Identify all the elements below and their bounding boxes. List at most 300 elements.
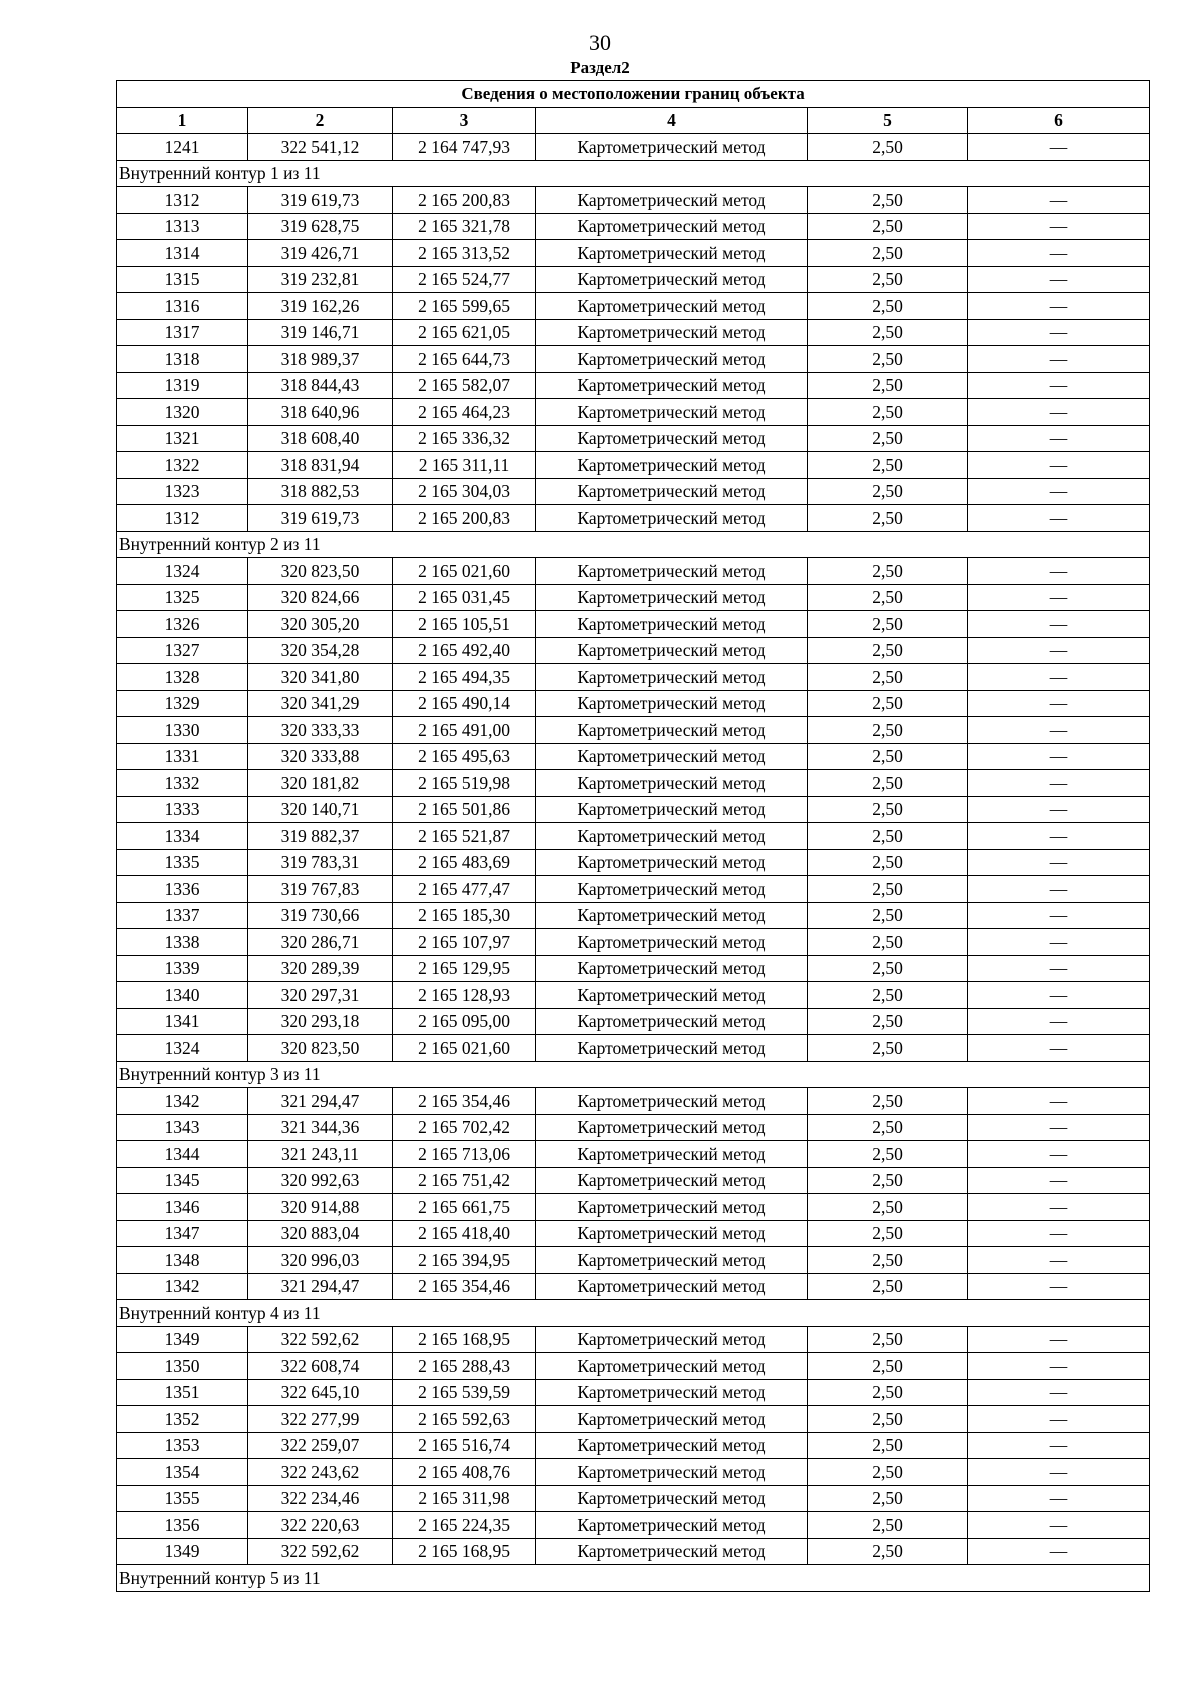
accuracy-cell: 2,50: [808, 611, 968, 638]
y-coordinate-cell: 2 165 311,11: [393, 452, 536, 479]
accuracy-cell: 2,50: [808, 452, 968, 479]
contour-header-row: [117, 531, 1150, 558]
column-header-2: 2: [248, 107, 393, 134]
x-coordinate-cell: 320 297,31: [248, 982, 393, 1009]
method-cell: Картометрический метод: [536, 1406, 808, 1433]
accuracy-cell: 2,50: [808, 134, 968, 161]
method-cell: Картометрический метод: [536, 1432, 808, 1459]
column-header-4: 4: [536, 107, 808, 134]
description-cell: —: [968, 1406, 1150, 1433]
method-cell: Картометрический метод: [536, 1538, 808, 1565]
y-coordinate-cell: 2 165 168,95: [393, 1538, 536, 1565]
x-coordinate-cell: 318 989,37: [248, 346, 393, 373]
y-coordinate-cell: 2 165 599,65: [393, 293, 536, 320]
method-cell: Картометрический метод: [536, 690, 808, 717]
x-coordinate-cell: 322 592,62: [248, 1538, 393, 1565]
description-cell: —: [968, 399, 1150, 426]
y-coordinate-cell: 2 165 031,45: [393, 584, 536, 611]
table-row: [117, 346, 1150, 373]
accuracy-cell: 2,50: [808, 982, 968, 1009]
description-cell: —: [968, 452, 1150, 479]
method-cell: Картометрический метод: [536, 849, 808, 876]
accuracy-cell: 2,50: [808, 770, 968, 797]
point-number-cell: 1316: [117, 293, 248, 320]
accuracy-cell: 2,50: [808, 1512, 968, 1539]
description-cell: —: [968, 611, 1150, 638]
y-coordinate-cell: 2 165 702,42: [393, 1114, 536, 1141]
method-cell: Картометрический метод: [536, 717, 808, 744]
table-row: [117, 1035, 1150, 1062]
point-number-cell: 1353: [117, 1432, 248, 1459]
y-coordinate-cell: 2 165 521,87: [393, 823, 536, 850]
contour-label: Внутренний контур 1 из 11: [117, 160, 1150, 187]
table-row: [117, 849, 1150, 876]
column-header-1: 1: [117, 107, 248, 134]
accuracy-cell: 2,50: [808, 558, 968, 585]
y-coordinate-cell: 2 165 492,40: [393, 637, 536, 664]
description-cell: —: [968, 929, 1150, 956]
method-cell: Картометрический метод: [536, 319, 808, 346]
point-number-cell: 1325: [117, 584, 248, 611]
accuracy-cell: 2,50: [808, 1220, 968, 1247]
section-title: Раздел2: [570, 58, 630, 77]
description-cell: —: [968, 637, 1150, 664]
table-row: [117, 584, 1150, 611]
accuracy-cell: 2,50: [808, 929, 968, 956]
method-cell: Картометрический метод: [536, 770, 808, 797]
point-number-cell: 1349: [117, 1538, 248, 1565]
y-coordinate-cell: 2 165 477,47: [393, 876, 536, 903]
method-cell: Картометрический метод: [536, 1247, 808, 1274]
method-cell: Картометрический метод: [536, 1485, 808, 1512]
accuracy-cell: 2,50: [808, 1167, 968, 1194]
table-row: [117, 1141, 1150, 1168]
method-cell: Картометрический метод: [536, 902, 808, 929]
method-cell: Картометрический метод: [536, 929, 808, 956]
y-coordinate-cell: 2 165 621,05: [393, 319, 536, 346]
point-number-cell: 1336: [117, 876, 248, 903]
table-row: [117, 1406, 1150, 1433]
x-coordinate-cell: 319 628,75: [248, 213, 393, 240]
table-row: [117, 1008, 1150, 1035]
description-cell: —: [968, 955, 1150, 982]
x-coordinate-cell: 320 333,33: [248, 717, 393, 744]
x-coordinate-cell: 320 823,50: [248, 558, 393, 585]
method-cell: Картометрический метод: [536, 1512, 808, 1539]
table-row: [117, 240, 1150, 267]
point-number-cell: 1344: [117, 1141, 248, 1168]
accuracy-cell: 2,50: [808, 902, 968, 929]
table-row: [117, 1247, 1150, 1274]
point-number-cell: 1342: [117, 1273, 248, 1300]
accuracy-cell: 2,50: [808, 1273, 968, 1300]
method-cell: Картометрический метод: [536, 876, 808, 903]
table-row: [117, 452, 1150, 479]
y-coordinate-cell: 2 165 304,03: [393, 478, 536, 505]
method-cell: Картометрический метод: [536, 1167, 808, 1194]
y-coordinate-cell: 2 165 491,00: [393, 717, 536, 744]
table-row: [117, 796, 1150, 823]
table-row: [117, 902, 1150, 929]
x-coordinate-cell: 322 541,12: [248, 134, 393, 161]
column-number-row: [117, 107, 1150, 134]
accuracy-cell: 2,50: [808, 1088, 968, 1115]
method-cell: Картометрический метод: [536, 293, 808, 320]
accuracy-cell: 2,50: [808, 1035, 968, 1062]
description-cell: —: [968, 240, 1150, 267]
page-number: 30: [589, 30, 611, 55]
table-row: [117, 558, 1150, 585]
accuracy-cell: 2,50: [808, 1141, 968, 1168]
x-coordinate-cell: 320 140,71: [248, 796, 393, 823]
table-row: [117, 1538, 1150, 1565]
table-row: [117, 505, 1150, 532]
x-coordinate-cell: 320 333,88: [248, 743, 393, 770]
x-coordinate-cell: 322 608,74: [248, 1353, 393, 1380]
x-coordinate-cell: 320 996,03: [248, 1247, 393, 1274]
accuracy-cell: 2,50: [808, 823, 968, 850]
point-number-cell: 1241: [117, 134, 248, 161]
method-cell: Картометрический метод: [536, 1379, 808, 1406]
table-row: [117, 1194, 1150, 1221]
y-coordinate-cell: 2 165 107,97: [393, 929, 536, 956]
method-cell: Картометрический метод: [536, 584, 808, 611]
description-cell: —: [968, 584, 1150, 611]
y-coordinate-cell: 2 165 490,14: [393, 690, 536, 717]
y-coordinate-cell: 2 165 021,60: [393, 558, 536, 585]
method-cell: Картометрический метод: [536, 240, 808, 267]
y-coordinate-cell: 2 165 713,06: [393, 1141, 536, 1168]
accuracy-cell: 2,50: [808, 1114, 968, 1141]
method-cell: Картометрический метод: [536, 1194, 808, 1221]
point-number-cell: 1333: [117, 796, 248, 823]
accuracy-cell: 2,50: [808, 690, 968, 717]
description-cell: —: [968, 1008, 1150, 1035]
accuracy-cell: 2,50: [808, 849, 968, 876]
description-cell: —: [968, 664, 1150, 691]
description-cell: —: [968, 372, 1150, 399]
accuracy-cell: 2,50: [808, 1406, 968, 1433]
x-coordinate-cell: 319 232,81: [248, 266, 393, 293]
point-number-cell: 1350: [117, 1353, 248, 1380]
y-coordinate-cell: 2 165 095,00: [393, 1008, 536, 1035]
method-cell: Картометрический метод: [536, 213, 808, 240]
x-coordinate-cell: 319 783,31: [248, 849, 393, 876]
x-coordinate-cell: 318 844,43: [248, 372, 393, 399]
table-row: [117, 399, 1150, 426]
method-cell: Картометрический метод: [536, 399, 808, 426]
y-coordinate-cell: 2 165 539,59: [393, 1379, 536, 1406]
method-cell: Картометрический метод: [536, 1220, 808, 1247]
y-coordinate-cell: 2 165 751,42: [393, 1167, 536, 1194]
table-row: [117, 1114, 1150, 1141]
point-number-cell: 1321: [117, 425, 248, 452]
column-header-3: 3: [393, 107, 536, 134]
table-row: [117, 1167, 1150, 1194]
y-coordinate-cell: 2 164 747,93: [393, 134, 536, 161]
description-cell: —: [968, 134, 1150, 161]
x-coordinate-cell: 320 289,39: [248, 955, 393, 982]
point-number-cell: 1356: [117, 1512, 248, 1539]
point-number-cell: 1343: [117, 1114, 248, 1141]
description-cell: —: [968, 213, 1150, 240]
method-cell: Картометрический метод: [536, 955, 808, 982]
table-caption: Сведения о местоположении границ объекта: [117, 81, 1150, 108]
y-coordinate-cell: 2 165 128,93: [393, 982, 536, 1009]
boundary-coordinates-table: [116, 80, 1150, 1592]
accuracy-cell: 2,50: [808, 1194, 968, 1221]
method-cell: Картометрический метод: [536, 1326, 808, 1353]
description-cell: —: [968, 743, 1150, 770]
y-coordinate-cell: 2 165 021,60: [393, 1035, 536, 1062]
contour-label: Внутренний контур 2 из 11: [117, 531, 1150, 558]
description-cell: —: [968, 796, 1150, 823]
point-number-cell: 1334: [117, 823, 248, 850]
accuracy-cell: 2,50: [808, 637, 968, 664]
accuracy-cell: 2,50: [808, 1247, 968, 1274]
y-coordinate-cell: 2 165 200,83: [393, 505, 536, 532]
accuracy-cell: 2,50: [808, 664, 968, 691]
accuracy-cell: 2,50: [808, 717, 968, 744]
method-cell: Картометрический метод: [536, 372, 808, 399]
method-cell: Картометрический метод: [536, 505, 808, 532]
table-row: [117, 372, 1150, 399]
table-row: [117, 1273, 1150, 1300]
x-coordinate-cell: 319 162,26: [248, 293, 393, 320]
y-coordinate-cell: 2 165 495,63: [393, 743, 536, 770]
description-cell: —: [968, 690, 1150, 717]
method-cell: Картометрический метод: [536, 1114, 808, 1141]
y-coordinate-cell: 2 165 354,46: [393, 1088, 536, 1115]
description-cell: —: [968, 1194, 1150, 1221]
y-coordinate-cell: 2 165 311,98: [393, 1485, 536, 1512]
point-number-cell: 1313: [117, 213, 248, 240]
point-number-cell: 1323: [117, 478, 248, 505]
method-cell: Картометрический метод: [536, 478, 808, 505]
x-coordinate-cell: 320 181,82: [248, 770, 393, 797]
y-coordinate-cell: 2 165 524,77: [393, 266, 536, 293]
description-cell: —: [968, 1353, 1150, 1380]
method-cell: Картометрический метод: [536, 982, 808, 1009]
table-row: [117, 1088, 1150, 1115]
x-coordinate-cell: 322 645,10: [248, 1379, 393, 1406]
table-row: [117, 955, 1150, 982]
table-row: [117, 425, 1150, 452]
accuracy-cell: 2,50: [808, 743, 968, 770]
accuracy-cell: 2,50: [808, 293, 968, 320]
x-coordinate-cell: 318 608,40: [248, 425, 393, 452]
method-cell: Картометрический метод: [536, 452, 808, 479]
table-row: [117, 1512, 1150, 1539]
description-cell: —: [968, 849, 1150, 876]
x-coordinate-cell: 320 341,80: [248, 664, 393, 691]
description-cell: —: [968, 319, 1150, 346]
accuracy-cell: 2,50: [808, 399, 968, 426]
accuracy-cell: 2,50: [808, 1538, 968, 1565]
accuracy-cell: 2,50: [808, 372, 968, 399]
method-cell: Картометрический метод: [536, 346, 808, 373]
x-coordinate-cell: 321 294,47: [248, 1088, 393, 1115]
y-coordinate-cell: 2 165 661,75: [393, 1194, 536, 1221]
y-coordinate-cell: 2 165 129,95: [393, 955, 536, 982]
x-coordinate-cell: 322 220,63: [248, 1512, 393, 1539]
description-cell: —: [968, 1432, 1150, 1459]
point-number-cell: 1319: [117, 372, 248, 399]
description-cell: —: [968, 1141, 1150, 1168]
accuracy-cell: 2,50: [808, 1008, 968, 1035]
y-coordinate-cell: 2 165 200,83: [393, 187, 536, 214]
table-row: [117, 134, 1150, 161]
table-row: [117, 982, 1150, 1009]
x-coordinate-cell: 321 294,47: [248, 1273, 393, 1300]
description-cell: —: [968, 1088, 1150, 1115]
description-cell: —: [968, 1247, 1150, 1274]
point-number-cell: 1329: [117, 690, 248, 717]
y-coordinate-cell: 2 165 336,32: [393, 425, 536, 452]
column-header-6: 6: [968, 107, 1150, 134]
description-cell: —: [968, 1326, 1150, 1353]
y-coordinate-cell: 2 165 501,86: [393, 796, 536, 823]
x-coordinate-cell: 319 146,71: [248, 319, 393, 346]
table-row: [117, 611, 1150, 638]
x-coordinate-cell: 320 883,04: [248, 1220, 393, 1247]
accuracy-cell: 2,50: [808, 240, 968, 267]
y-coordinate-cell: 2 165 408,76: [393, 1459, 536, 1486]
y-coordinate-cell: 2 165 105,51: [393, 611, 536, 638]
x-coordinate-cell: 319 730,66: [248, 902, 393, 929]
point-number-cell: 1315: [117, 266, 248, 293]
x-coordinate-cell: 322 234,46: [248, 1485, 393, 1512]
description-cell: —: [968, 266, 1150, 293]
table-row: [117, 1459, 1150, 1486]
y-coordinate-cell: 2 165 592,63: [393, 1406, 536, 1433]
x-coordinate-cell: 319 426,71: [248, 240, 393, 267]
point-number-cell: 1351: [117, 1379, 248, 1406]
contour-label: Внутренний контур 4 из 11: [117, 1300, 1150, 1327]
accuracy-cell: 2,50: [808, 1432, 968, 1459]
method-cell: Картометрический метод: [536, 1273, 808, 1300]
description-cell: —: [968, 902, 1150, 929]
description-cell: —: [968, 1485, 1150, 1512]
point-number-cell: 1349: [117, 1326, 248, 1353]
table-row: [117, 1326, 1150, 1353]
x-coordinate-cell: 320 305,20: [248, 611, 393, 638]
description-cell: —: [968, 982, 1150, 1009]
contour-label: Внутренний контур 5 из 11: [117, 1565, 1150, 1592]
y-coordinate-cell: 2 165 394,95: [393, 1247, 536, 1274]
table-row: [117, 823, 1150, 850]
y-coordinate-cell: 2 165 185,30: [393, 902, 536, 929]
point-number-cell: 1328: [117, 664, 248, 691]
accuracy-cell: 2,50: [808, 1353, 968, 1380]
accuracy-cell: 2,50: [808, 266, 968, 293]
x-coordinate-cell: 318 831,94: [248, 452, 393, 479]
table-row: [117, 293, 1150, 320]
method-cell: Картометрический метод: [536, 1459, 808, 1486]
table-row: [117, 637, 1150, 664]
contour-header-row: [117, 1300, 1150, 1327]
x-coordinate-cell: 320 992,63: [248, 1167, 393, 1194]
x-coordinate-cell: 320 293,18: [248, 1008, 393, 1035]
table-row: [117, 1432, 1150, 1459]
description-cell: —: [968, 293, 1150, 320]
point-number-cell: 1348: [117, 1247, 248, 1274]
table-row: [117, 1353, 1150, 1380]
description-cell: —: [968, 478, 1150, 505]
table-row: [117, 1220, 1150, 1247]
table-row: [117, 664, 1150, 691]
description-cell: —: [968, 1114, 1150, 1141]
accuracy-cell: 2,50: [808, 1326, 968, 1353]
y-coordinate-cell: 2 165 321,78: [393, 213, 536, 240]
table-row: [117, 770, 1150, 797]
contour-label: Внутренний контур 3 из 11: [117, 1061, 1150, 1088]
y-coordinate-cell: 2 165 288,43: [393, 1353, 536, 1380]
table-row: [117, 1485, 1150, 1512]
y-coordinate-cell: 2 165 483,69: [393, 849, 536, 876]
accuracy-cell: 2,50: [808, 1485, 968, 1512]
description-cell: —: [968, 1459, 1150, 1486]
table-row: [117, 690, 1150, 717]
method-cell: Картометрический метод: [536, 1008, 808, 1035]
contour-header-row: [117, 160, 1150, 187]
y-coordinate-cell: 2 165 519,98: [393, 770, 536, 797]
description-cell: —: [968, 1379, 1150, 1406]
description-cell: —: [968, 187, 1150, 214]
y-coordinate-cell: 2 165 464,23: [393, 399, 536, 426]
x-coordinate-cell: 319 619,73: [248, 187, 393, 214]
y-coordinate-cell: 2 165 494,35: [393, 664, 536, 691]
y-coordinate-cell: 2 165 582,07: [393, 372, 536, 399]
description-cell: —: [968, 717, 1150, 744]
y-coordinate-cell: 2 165 354,46: [393, 1273, 536, 1300]
x-coordinate-cell: 321 344,36: [248, 1114, 393, 1141]
x-coordinate-cell: 320 341,29: [248, 690, 393, 717]
accuracy-cell: 2,50: [808, 187, 968, 214]
x-coordinate-cell: 322 243,62: [248, 1459, 393, 1486]
table-row: [117, 1379, 1150, 1406]
description-cell: —: [968, 1035, 1150, 1062]
point-number-cell: 1345: [117, 1167, 248, 1194]
point-number-cell: 1342: [117, 1088, 248, 1115]
accuracy-cell: 2,50: [808, 1459, 968, 1486]
accuracy-cell: 2,50: [808, 955, 968, 982]
point-number-cell: 1312: [117, 187, 248, 214]
point-number-cell: 1340: [117, 982, 248, 1009]
method-cell: Картометрический метод: [536, 637, 808, 664]
x-coordinate-cell: 322 592,62: [248, 1326, 393, 1353]
point-number-cell: 1347: [117, 1220, 248, 1247]
method-cell: Картометрический метод: [536, 425, 808, 452]
x-coordinate-cell: 320 286,71: [248, 929, 393, 956]
y-coordinate-cell: 2 165 516,74: [393, 1432, 536, 1459]
description-cell: —: [968, 558, 1150, 585]
description-cell: —: [968, 346, 1150, 373]
point-number-cell: 1337: [117, 902, 248, 929]
y-coordinate-cell: 2 165 168,95: [393, 1326, 536, 1353]
point-number-cell: 1352: [117, 1406, 248, 1433]
method-cell: Картометрический метод: [536, 558, 808, 585]
method-cell: Картометрический метод: [536, 1141, 808, 1168]
point-number-cell: 1314: [117, 240, 248, 267]
x-coordinate-cell: 318 882,53: [248, 478, 393, 505]
x-coordinate-cell: 322 277,99: [248, 1406, 393, 1433]
x-coordinate-cell: 320 354,28: [248, 637, 393, 664]
table-row: [117, 743, 1150, 770]
description-cell: —: [968, 1220, 1150, 1247]
description-cell: —: [968, 505, 1150, 532]
description-cell: —: [968, 770, 1150, 797]
